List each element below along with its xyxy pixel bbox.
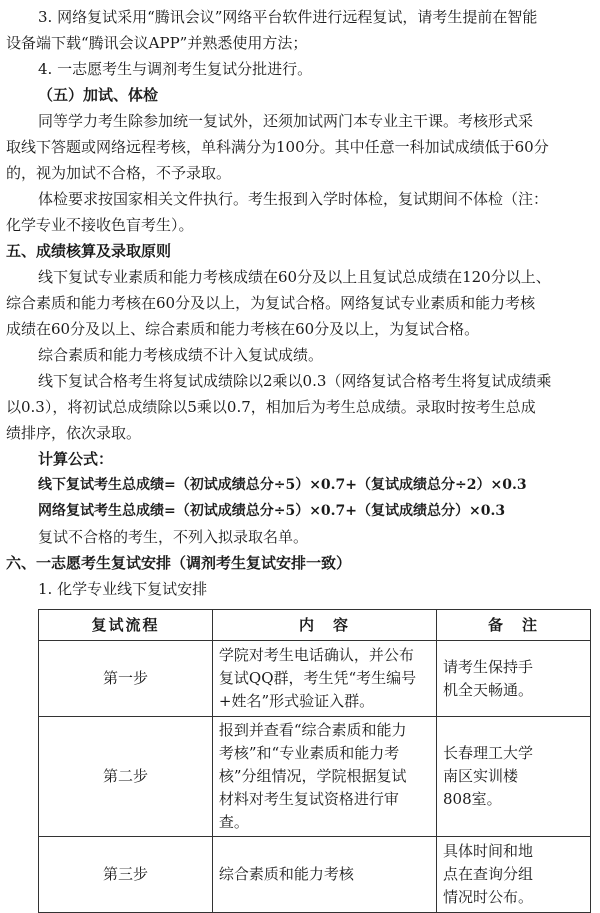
cell-line: 点在查询分组 [443, 865, 534, 883]
section-heading: 五、成绩核算及录取原则 [6, 242, 172, 260]
cell-line: 学院对考生电话确认，并公布 [218, 646, 414, 664]
table-row [39, 641, 591, 717]
section-heading: 六、一志愿考生复试安排（调剂考生复试安排一致） [6, 554, 352, 572]
cell-line: 考核”和“专业素质和能力考 [218, 744, 400, 762]
cell-line: 机全天畅通。 [443, 680, 534, 699]
cell-line: 核”分组情况，学院根据复试 [218, 767, 407, 785]
section-heading: （五）加试、体检 [38, 86, 159, 104]
paragraph-line: 线下复试合格考生将复试成绩除以2乘以0.3（网络复试合格考生将复试成绩乘 [38, 372, 552, 390]
paragraph-line: 绩排序，依次录取。 [6, 424, 142, 442]
cell-line: 复试QQ群，考生凭“考生编号 [218, 669, 417, 687]
table-header-row [39, 610, 591, 641]
cell-line: 请考生保持手 [443, 657, 534, 676]
table-cell-step: 第二步 [39, 717, 213, 837]
cell-line: 报到并查看“综合素质和能力 [218, 721, 407, 739]
cell-line: 查。 [218, 813, 249, 831]
table-header-cell: 内 容 [212, 610, 436, 641]
table-cell-step: 第三步 [39, 837, 213, 913]
cell-line: +姓名”形式验证入群。 [218, 692, 375, 710]
paragraph-line: 以0.3），将初试总成绩除以5乘以0.7，相加后为考生总成绩。录取时按考生总成 [6, 398, 536, 416]
paragraph-line: 同等学力考生除参加统一复试外，还须加试两门本专业主干课。考核形式采 [38, 112, 534, 130]
paragraph-line: 体检要求按国家相关文件执行。考生报到入学时体检，复试期间不体检（注： [38, 190, 549, 208]
paragraph-line: 综合素质和能力考核在60分及以上，为复试合格。网络复试专业素质和能力考核 [6, 294, 536, 312]
formula-label: 计算公式： [38, 450, 114, 468]
cell-line: 材料对考生复试资格进行审 [218, 790, 399, 808]
cell-line: 综合素质和能力考核 [218, 865, 354, 883]
paragraph-line: 设备端下载“腾讯会议APP”并熟悉使用方法； [6, 34, 308, 52]
paragraph-line: 综合素质和能力考核成绩不计入复试成绩。 [38, 346, 324, 364]
table-row [39, 717, 591, 837]
paragraph-line: 1. 化学专业线下复试安排 [38, 580, 208, 598]
cell-line: 长春理工大学 [443, 744, 534, 762]
paragraph-line: 取线下答题或网络远程考核，单科满分为100分。其中任意一科加试成绩低于60分 [6, 138, 549, 156]
table-row [39, 837, 591, 913]
formula-offline: 线下复试考生总成绩=（初试成绩总分÷5）×0.7+（复试成绩总分÷2）×0.3 [38, 477, 527, 493]
paragraph-line: 线下复试专业素质和能力考核成绩在60分及以上且复试总成绩在120分以上、 [38, 268, 551, 286]
cell-line: 具体时间和地 [443, 842, 534, 860]
paragraph-line: 4. 一志愿考生与调剂考生复试分批进行。 [38, 60, 313, 78]
table-cell-step: 第一步 [39, 641, 213, 717]
paragraph-line: 的，视为加试不合格，不予录取。 [6, 164, 232, 182]
table-cell-note [437, 717, 591, 837]
paragraph-line: 成绩在60分及以上、综合素质和能力考核在60分及以上，为复试合格。 [6, 320, 480, 338]
cell-line: 南区实训楼 [443, 767, 519, 785]
table-cell-content [212, 641, 436, 717]
paragraph-line: 3. 网络复试采用“腾讯会议”网络平台软件进行远程复试，请考生提前在智能 [38, 8, 538, 26]
table-cell-note [437, 641, 591, 717]
table-header-cell: 备 注 [437, 610, 591, 641]
schedule-table [38, 609, 591, 913]
cell-line: 情况时公布。 [443, 888, 534, 906]
formula-online: 网络复试考生总成绩=（初试成绩总分÷5）×0.7+（复试成绩总分）×0.3 [38, 503, 506, 519]
table-header-cell: 复试流程 [39, 610, 213, 641]
cell-line: 808室。 [443, 790, 502, 808]
table-cell-content [212, 717, 436, 837]
table-cell-note [437, 837, 591, 913]
paragraph-line: 复试不合格的考生，不列入拟录取名单。 [38, 528, 309, 546]
table-cell-content [212, 837, 436, 913]
paragraph-line: 化学专业不接收色盲考生）。 [6, 216, 194, 234]
